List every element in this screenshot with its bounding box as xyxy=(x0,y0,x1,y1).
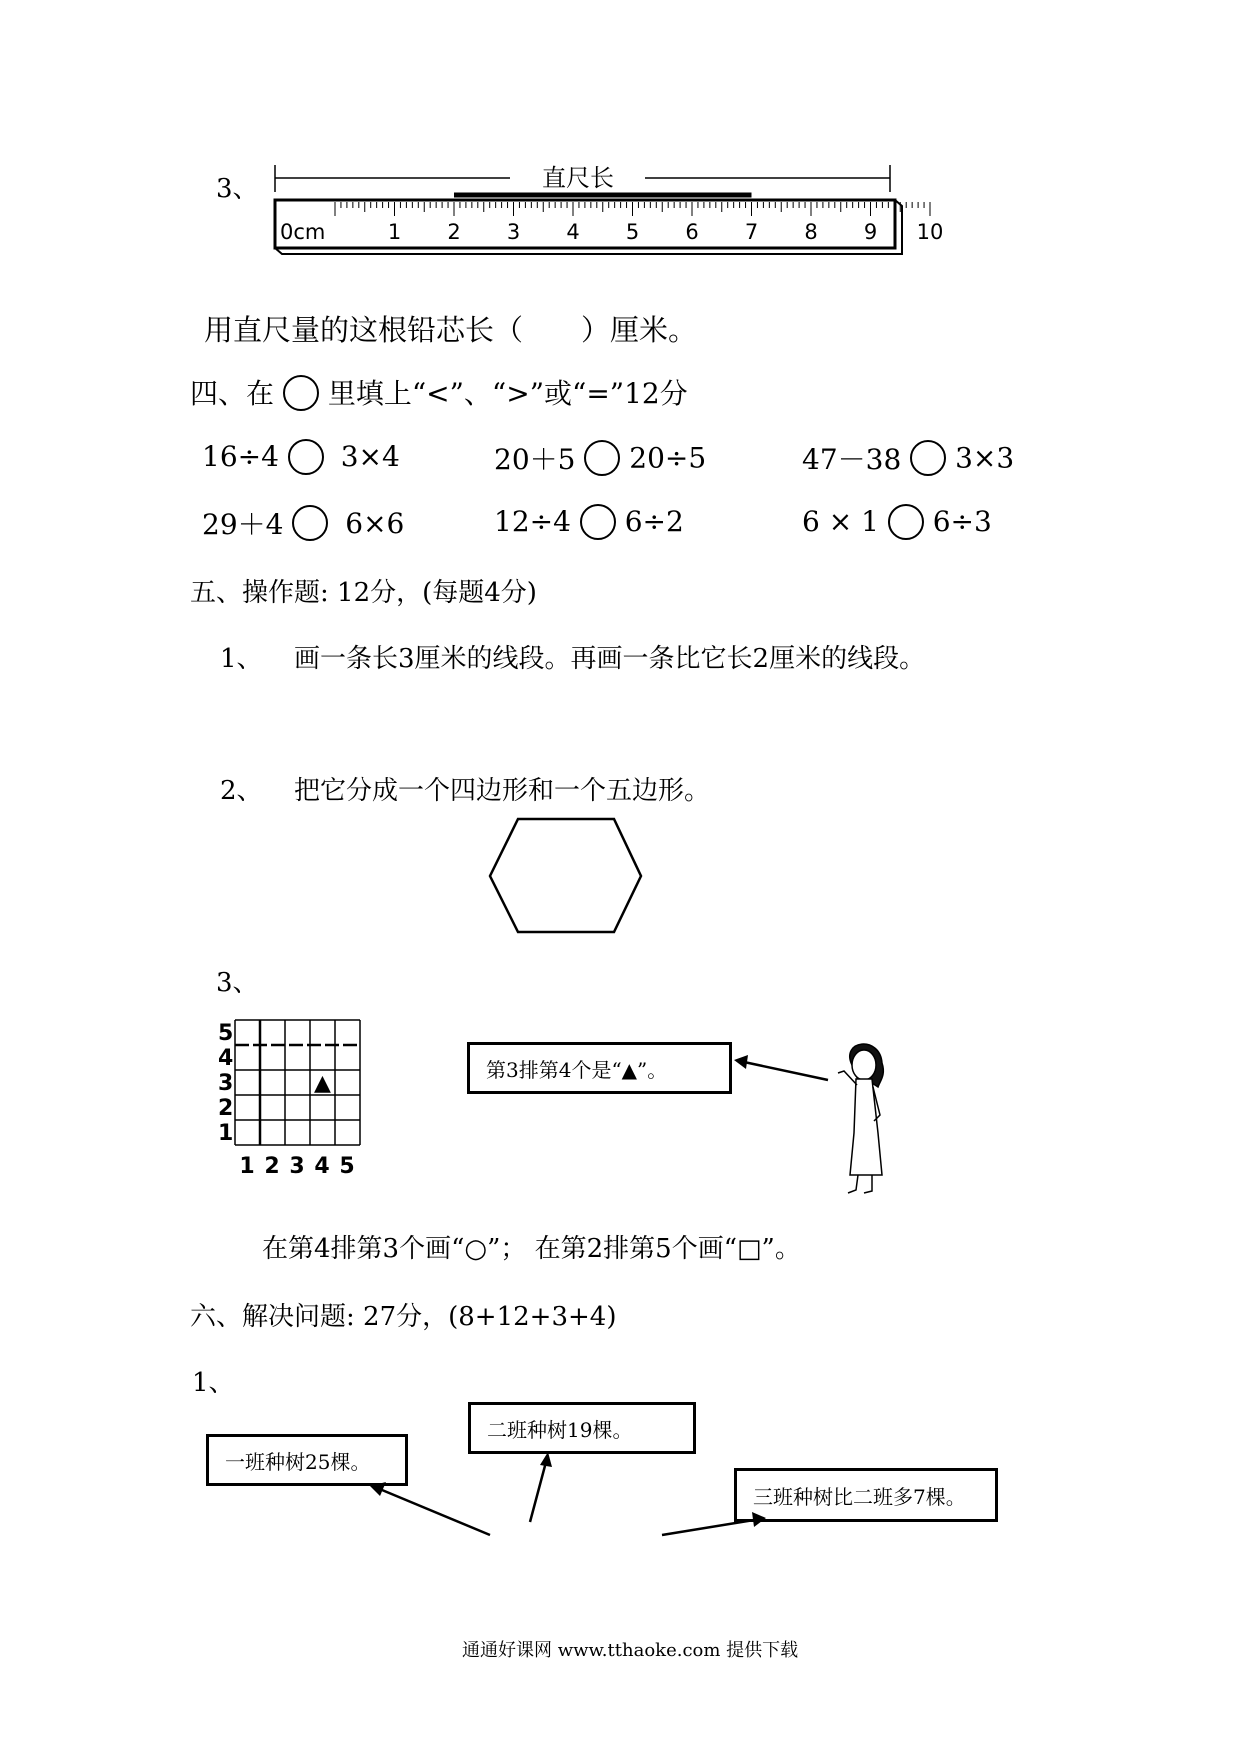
grid-row-labels xyxy=(218,1021,233,1146)
q2-text: 把它分成一个四边形和一个五边形。 xyxy=(294,776,711,806)
compare-item-2: 20＋5 20÷5 xyxy=(494,441,707,476)
grid-col-label: 1 xyxy=(239,1154,255,1179)
grid-instruction: 在第4排第3个画“○”； 在第2排第5个画“□”。 xyxy=(262,1234,801,1264)
ruler-unit-label: 0cm xyxy=(280,220,326,244)
q1-text: 画一条长3厘米的线段。再画一条比它长2厘米的线段。 xyxy=(294,644,926,674)
ruler-tick-label: 8 xyxy=(804,220,818,244)
q2-number: 2、 xyxy=(220,776,263,806)
answer-circle[interactable] xyxy=(910,440,946,476)
ruler-tick-label: 4 xyxy=(566,220,580,244)
ruler-diagram xyxy=(270,160,944,260)
grid-col-label: 3 xyxy=(289,1154,305,1179)
q3-number: 3、 xyxy=(216,968,259,998)
grid-col-label: 2 xyxy=(264,1154,280,1179)
compare-item-1: 16÷4 3×4 xyxy=(202,440,400,473)
answer-circle-icon xyxy=(283,375,319,411)
hexagon-shape[interactable] xyxy=(486,816,646,936)
compare-item-5: 12÷4 6÷2 xyxy=(494,505,684,538)
ruler-tick-label: 9 xyxy=(863,220,878,244)
compare-item-3: 47－38 3×3 xyxy=(802,441,1015,476)
answer-circle[interactable] xyxy=(288,439,324,475)
answer-circle[interactable] xyxy=(580,504,616,540)
speech-bubble-box: 第3排第4个是“▲”。 xyxy=(467,1042,732,1094)
grid-col-labels xyxy=(239,1154,354,1179)
ruler-tick-label: 2 xyxy=(447,220,461,244)
ruler-tick-label: 7 xyxy=(744,220,759,244)
s6-q1-number: 1、 xyxy=(192,1368,235,1398)
ruler-tick-label: 10 xyxy=(916,220,944,244)
compare-item-6: 6 × 1 6÷3 xyxy=(802,505,992,538)
grid-row-label: 2 xyxy=(218,1096,234,1121)
grid-col-label: 5 xyxy=(339,1154,355,1179)
grid-row-label: 3 xyxy=(218,1071,234,1096)
footer-text: 通通好课网 www.tthaoke.com 提供下载 xyxy=(462,1640,799,1661)
section4-title: 四、在 里填上“<”、“>”或“=”12分 xyxy=(190,377,688,410)
class3-info-box: 三班种树比二班多7棵。 xyxy=(734,1468,998,1522)
section6-title: 六、解决问题: 27分，(8+12+3+4) xyxy=(190,1302,617,1332)
ruler-tick-label: 6 xyxy=(685,220,699,244)
class1-info-box: 一班种树25棵。 xyxy=(206,1434,408,1486)
grid-row-label: 1 xyxy=(218,1121,234,1146)
answer-circle[interactable] xyxy=(292,505,328,541)
ruler-tick-label: 5 xyxy=(625,220,640,244)
grid-row-label: 4 xyxy=(218,1046,234,1071)
ruler-tick-label: 1 xyxy=(387,220,402,244)
position-grid[interactable] xyxy=(218,1015,420,1195)
section5-title: 五、操作题: 12分，(每题4分) xyxy=(190,578,537,608)
grid-row-label: 5 xyxy=(218,1021,234,1046)
grid-lines xyxy=(235,1020,360,1145)
pointer-arrow xyxy=(730,1050,830,1090)
class2-info-box: 二班种树19棵。 xyxy=(468,1402,696,1454)
question-number: 3、 xyxy=(216,174,259,204)
q1-number: 1、 xyxy=(220,644,263,674)
triangle-icon: ▲ xyxy=(314,1071,331,1096)
answer-circle[interactable] xyxy=(888,504,924,540)
ruler-question-text: 用直尺量的这根铅芯长（ ）厘米。 xyxy=(204,313,698,347)
answer-circle[interactable] xyxy=(584,440,620,476)
compare-item-4: 29＋4 6×6 xyxy=(202,506,405,541)
ruler-tick-label: 3 xyxy=(506,220,521,244)
girl-figure-icon xyxy=(820,1035,900,1195)
grid-col-label: 4 xyxy=(314,1154,330,1179)
class-arrows xyxy=(370,1450,770,1550)
ruler-title: 直尺长 xyxy=(542,164,614,192)
